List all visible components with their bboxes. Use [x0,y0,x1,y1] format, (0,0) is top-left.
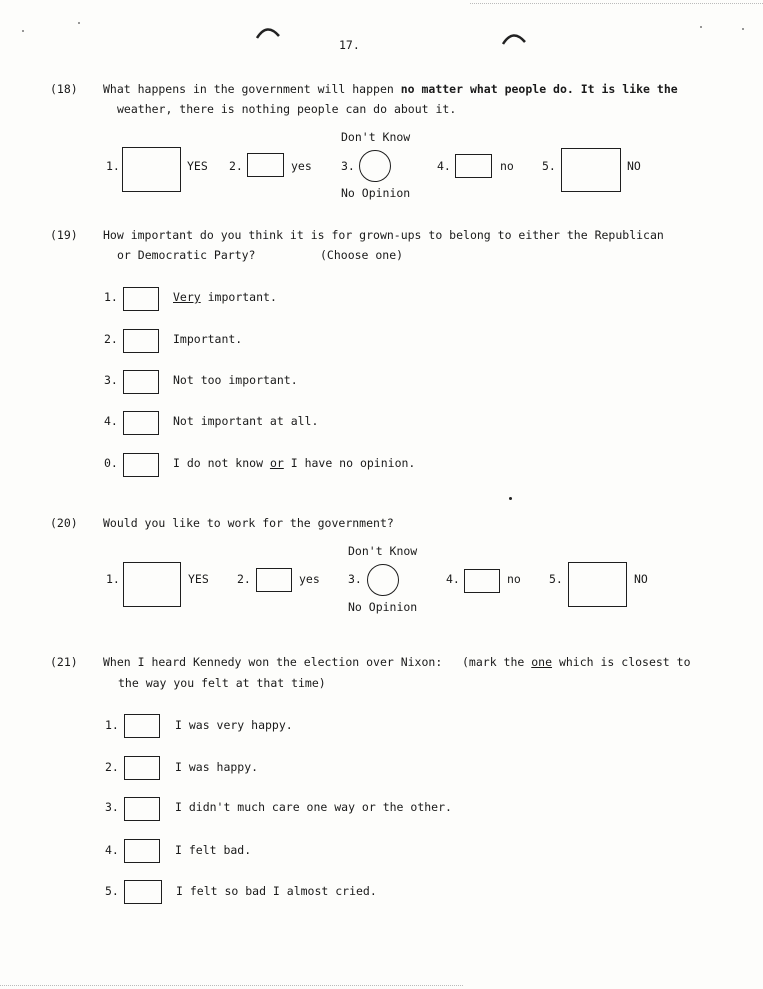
q18-option2-number: 2. [229,159,243,173]
q19-number: (19) [50,228,78,242]
q19-option2-label: Important. [173,332,243,346]
q18-option5-number: 5. [542,159,556,173]
q21-option1-number: 1. [105,718,119,732]
q21-option3-checkbox[interactable] [124,797,160,821]
top-edge-dotted-line [470,3,763,4]
q19-option2-checkbox[interactable] [123,329,159,353]
q18-option1-checkbox[interactable] [122,147,181,192]
q19-option2-number: 2. [104,332,118,346]
q18-dont-know-label: Don't Know [341,130,411,144]
q18-option3-number: 3. [341,159,355,173]
q19-option4-checkbox[interactable] [123,411,159,435]
speck [509,497,512,500]
q21-option2-checkbox[interactable] [124,756,160,780]
q20-option5-label: NO [634,572,648,586]
q18-no-opinion-label: No Opinion [341,186,411,200]
q21-option5-label: I felt so bad I almost cried. [176,884,377,898]
q21-option2-label: I was happy. [175,760,259,774]
q20-option4-checkbox[interactable] [464,569,500,593]
q18-option2-checkbox[interactable] [247,153,284,177]
q18-option3-circle[interactable] [359,150,391,182]
q20-option3-circle[interactable] [367,564,399,596]
speck [742,28,744,30]
q19-option1-number: 1. [104,290,118,304]
q18-option1-number: 1. [106,159,120,173]
q21-text-line1: When I heard Kennedy won the election over Nixon: [103,655,443,669]
q20-number: (20) [50,516,78,530]
q21-option4-label: I felt bad. [175,843,252,857]
q21-option1-checkbox[interactable] [124,714,160,738]
q21-option1-label: I was very happy. [175,718,293,732]
q20-option5-checkbox[interactable] [568,562,627,607]
q20-text-line1: Would you like to work for the government? [103,516,394,530]
q18-option1-label: YES [187,159,208,173]
q20-option2-checkbox[interactable] [256,568,292,592]
q18-option2-label: yes [291,159,312,173]
q18-option5-checkbox[interactable] [561,148,621,192]
q20-option1-checkbox[interactable] [123,562,181,607]
q19-option3-number: 3. [104,373,118,387]
q18-option4-label: no [500,159,514,173]
q21-option2-number: 2. [105,760,119,774]
q21-option4-number: 4. [105,843,119,857]
q20-option4-label: no [507,572,521,586]
q21-option5-checkbox[interactable] [124,880,162,904]
q21-option4-checkbox[interactable] [124,839,160,863]
q20-option2-number: 2. [237,572,251,586]
q20-no-opinion-label: No Opinion [348,600,418,614]
q19-text-line1: How important do you think it is for grown-ups to belong to either the Republican [103,228,664,242]
q21-instruction: (mark the one which is closest to [462,655,691,669]
q21-option3-label: I didn't much care one way or the other. [175,800,452,814]
q21-text-line2: the way you felt at that time) [118,676,326,690]
q20-option4-number: 4. [446,572,460,586]
q18-option4-number: 4. [437,159,451,173]
q19-option1-checkbox[interactable] [123,287,159,311]
q20-option1-label: YES [188,572,209,586]
q19-option1-label: Very important. [173,290,277,304]
q19-option0-label: I do not know or I have no opinion. [173,456,416,470]
q19-option4-label: Not important at all. [173,414,319,428]
q21-number: (21) [50,655,78,669]
q20-option3-number: 3. [348,572,362,586]
q20-option5-number: 5. [549,572,563,586]
q20-option1-number: 1. [106,572,120,586]
q20-dont-know-label: Don't Know [348,544,418,558]
bottom-edge-dotted-line [0,985,463,986]
q18-text-line1: What happens in the government will happen no matter what people do. It is like the [103,82,678,96]
q19-option4-number: 4. [104,414,118,428]
page-number: 17. [339,38,360,52]
q19-choose-one: (Choose one) [320,248,404,262]
q20-option2-label: yes [299,572,320,586]
q18-option5-label: NO [627,159,641,173]
q19-option3-label: Not too important. [173,373,298,387]
speck [22,30,24,32]
speck [78,22,80,24]
q19-option3-checkbox[interactable] [123,370,159,394]
q19-option0-checkbox[interactable] [123,453,159,477]
speck [700,26,702,28]
scan-mark-left [255,24,281,40]
q19-option0-number: 0. [104,456,118,470]
q18-number: (18) [50,82,78,96]
q19-text-line2: or Democratic Party? [117,248,256,262]
q18-option4-checkbox[interactable] [455,154,492,178]
q21-option5-number: 5. [105,884,119,898]
scan-mark-right [501,30,527,46]
q21-option3-number: 3. [105,800,119,814]
q18-text-line2: weather, there is nothing people can do about it. [117,102,457,116]
